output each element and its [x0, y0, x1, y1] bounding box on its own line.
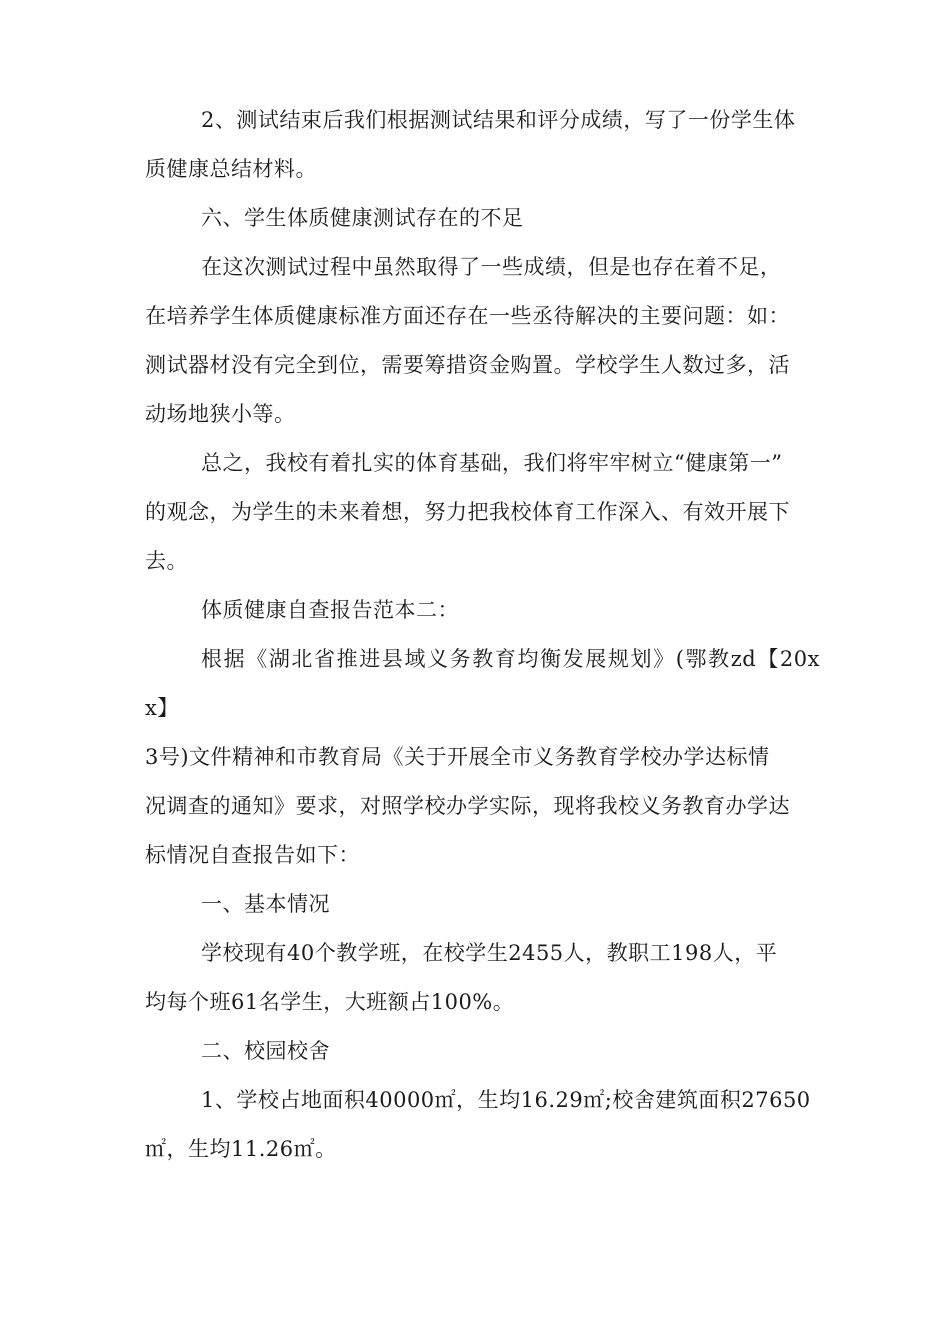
heading-campus: 二、校园校舍 [201, 1039, 330, 1063]
paragraph-basic-info: 学校现有40个教学班，在校学生2455人，教职工198人，平 均每个班61名学生，大班额占100%。 [145, 941, 778, 1014]
heading-basic-info: 一、基本情况 [201, 892, 330, 916]
paragraph-campus-area: 1、学校占地面积40000㎡，生均16.29㎡;校舍建筑面积27650 ㎡，生均11.26㎡。 [145, 1088, 811, 1161]
paragraph-basis: 根据《湖北省推进县域义务教育均衡发展规划》(鄂教zd【20xx】 3号)文件精神和市教育局《关于开展全市义务教育学校办学达标情 况调查的通知》要求，对照学校办学实际，现将我校义务教育办学达 标情况自查报告如下： [145, 647, 820, 867]
heading-test-shortcomings: 六、学生体质健康测试存在的不足 [201, 206, 524, 230]
document-body [145, 96, 820, 1174]
paragraph-shortcomings: 在这次测试过程中虽然取得了一些成绩，但是也存在着不足， 在培养学生体质健康标准方面还存在一些丞待解决的主要问题：如： 测试器材没有完全到位，需要筹措资金购置。学校学生人数过多，活 动场地狭小等。 [145, 255, 790, 426]
paragraph-conclusion: 总之，我校有着扎实的体育基础，我们将牢牢树立“健康第一” 的观念，为学生的未来着想，努力把我校体育工作深入、有效开展下 去。 [145, 451, 790, 573]
paragraph-test-summary: 2、测试结束后我们根据测试结果和评分成绩，写了一份学生体 质健康总结材料。 [145, 108, 796, 181]
heading-sample-two: 体质健康自查报告范本二： [201, 598, 459, 622]
